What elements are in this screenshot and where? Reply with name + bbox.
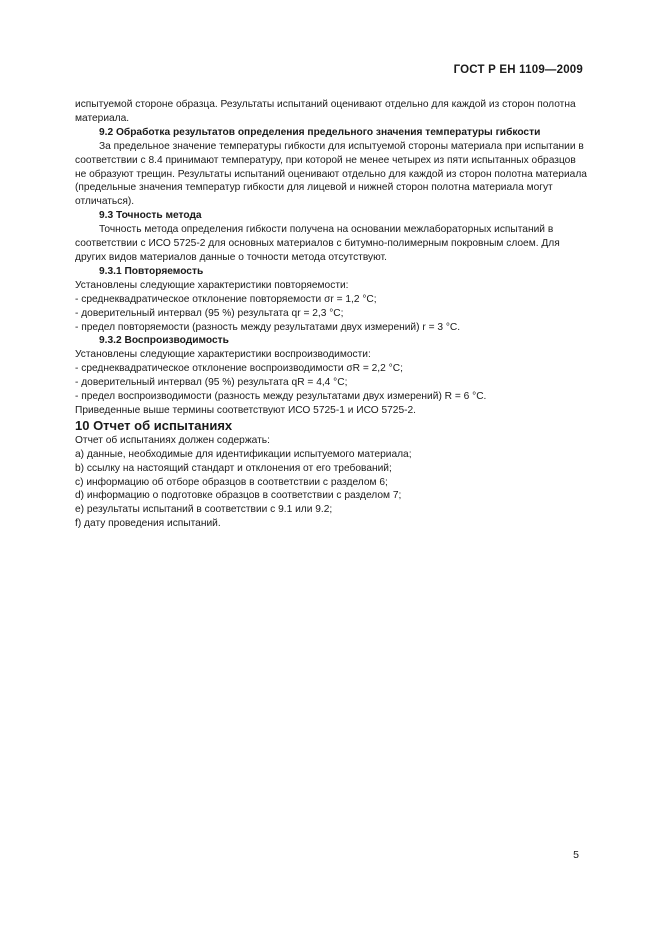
section-9-2-text: За предельное значение температуры гибкости для испытуемой стороны материала при испытании в соответствии с 8.4 принимают температуру, при которой не менее четырех из пяти испытанных образцов не образуют трещин. Результаты испытаний оценивают отдельно для каждой из сторон полотна материала (предельные значения температур гибкости для лицевой и нижней сторон полотна материала могут отличаться). <box>75 140 587 208</box>
list-item: a) данные, необходимые для идентификации испытуемого материала; <box>75 448 412 460</box>
section-9-3-title: 9.3 Точность метода <box>99 210 202 222</box>
intro-paragraph: испытуемой стороне образца. Результаты испытаний оценивают отдельно для каждой из сторон полотна материала. <box>75 99 576 124</box>
list-item: - предел повторяемости (разность между результатами двух измерений) r = 3 °C. <box>75 321 461 333</box>
standard-number: ГОСТ Р ЕН 1109—2009 <box>453 64 583 76</box>
list-item: b) ссылку на настоящий стандарт и отклонения от его требований; <box>75 462 392 474</box>
list-item: f) дату проведения испытаний. <box>75 518 221 530</box>
section-9-3-2-title: 9.3.2 Воспроизводимость <box>99 335 229 347</box>
section-10-title: 10 Отчет об испытаниях <box>75 417 233 433</box>
list-item: e) результаты испытаний в соответствии с 9.1 или 9.2; <box>75 504 333 516</box>
section-10-intro: Отчет об испытаниях должен содержать: <box>75 434 270 446</box>
page-number: 5 <box>573 849 579 861</box>
section-9-3-2-intro: Установлены следующие характеристики воспроизводимости: <box>75 349 371 361</box>
list-item: d) информацию о подготовке образцов в соответствии с разделом 7; <box>75 490 402 502</box>
section-9-3-1-title: 9.3.1 Повторяемость <box>99 265 204 277</box>
list-item: - доверительный интервал (95 %) результата qr = 2,3 °C; <box>75 307 344 319</box>
section-9-3-outro: Приведенные выше термины соответствуют ИСО 5725-1 и ИСО 5725-2. <box>75 404 417 416</box>
section-9-3-text: Точность метода определения гибкости получена на основании межлабораторных испытаний в соответствии с ИСО 5725-2 для основных материалов с битумно-полимерным покровным слоем. Для других видов материалов данные о точности метода отсутствуют. <box>75 224 560 263</box>
list-item: - доверительный интервал (95 %) результата qR = 4,4 °C; <box>75 377 348 389</box>
section-9-3-1-intro: Установлены следующие характеристики повторяемости: <box>75 279 349 291</box>
list-item: c) информацию об отборе образцов в соответствии с разделом 6; <box>75 476 388 488</box>
list-item: - предел воспроизводимости (разность между результатами двух измерений) R = 6 °C. <box>75 391 487 403</box>
page-content <box>75 98 587 531</box>
list-item: - среднеквадратическое отклонение повторяемости σr = 1,2 °C; <box>75 293 377 305</box>
section-9-2-title: 9.2 Обработка результатов определения предельного значения температуры гибкости <box>99 126 541 138</box>
list-item: - среднеквадратическое отклонение воспроизводимости σR = 2,2 °C; <box>75 363 403 375</box>
